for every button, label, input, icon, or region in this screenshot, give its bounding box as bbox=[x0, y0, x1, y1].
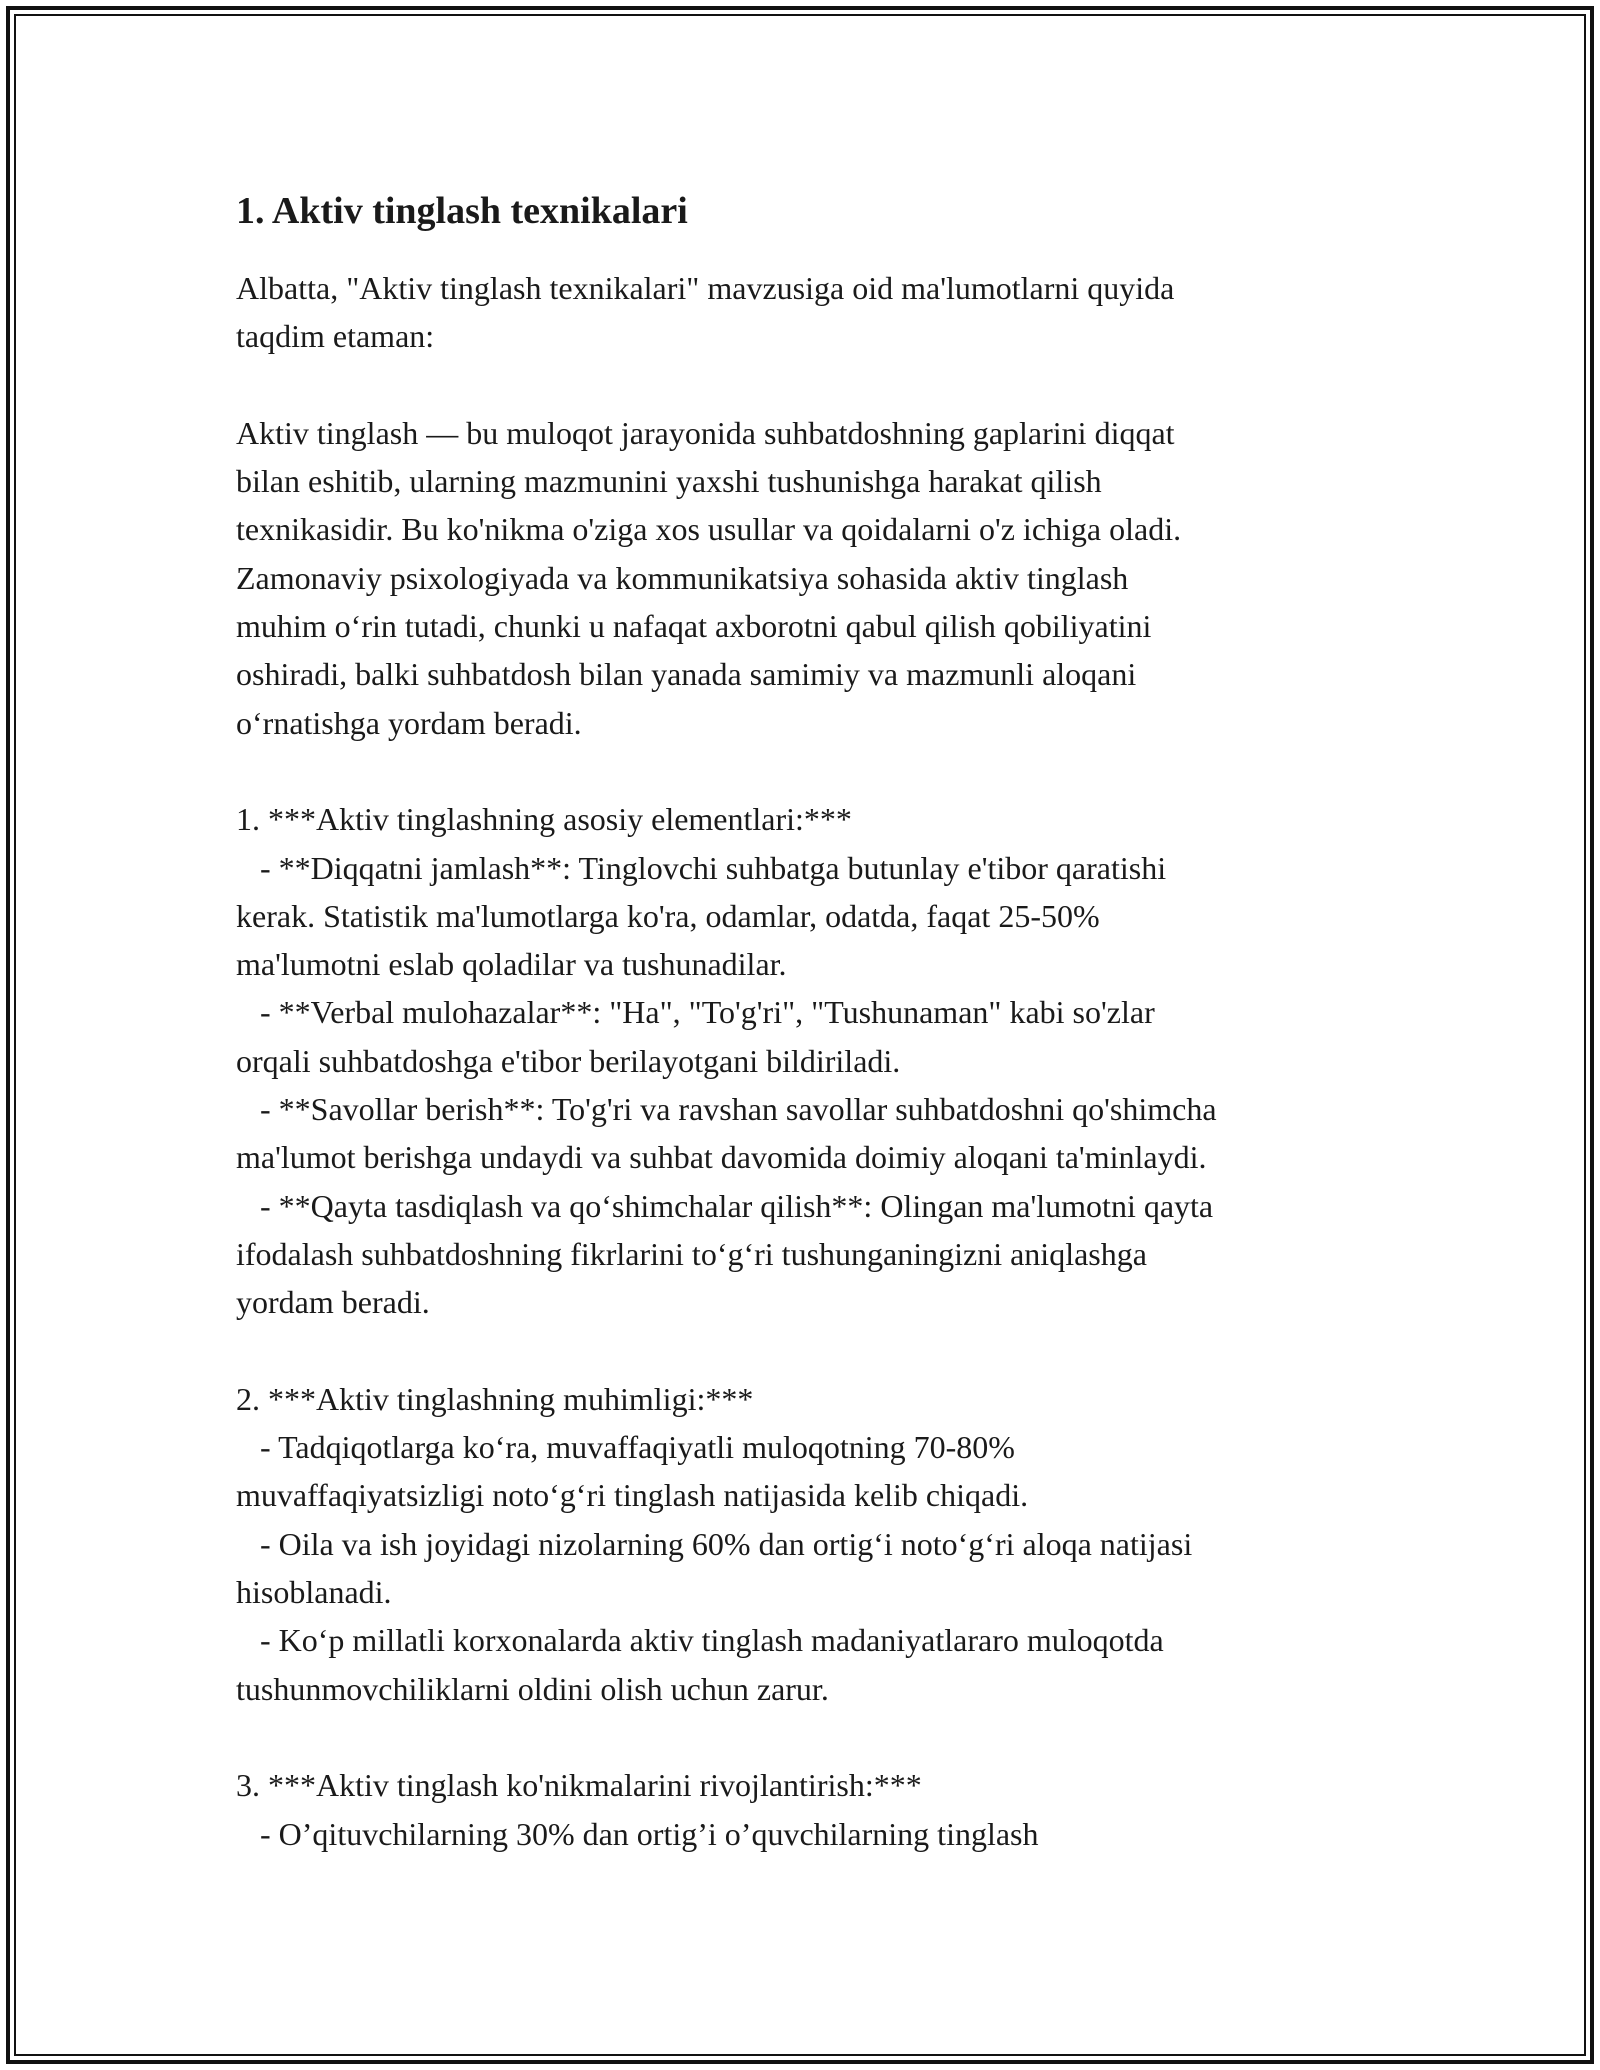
document-body: Albatta, "Aktiv tinglash texnikalari" mavzusiga oid ma'lumotlarni quyida taqdim etaman: Aktiv tinglash — bu muloqot jarayonida suhbatdoshning gaplarini diqqat bilan eshitib, ularning mazmunini yaxshi tushunishga harakat qilish texnikasidir. Bu ko'nikma o'ziga xos usullar va qoidalarni o'z ichiga oladi. Zamonaviy psixologiyada va kommunikatsiya sohasida aktiv tinglash muhim o‘rin tutadi, chunki u nafaqat axborotni qabul qilish qobiliyatini oshiradi, balki suhbatdosh bilan yanada samimiy va mazmunli aloqani o‘rnatishga yordam beradi. 1. ***Aktiv tinglashning asosiy elementlari:*** - **Diqqatni jamlash**: Tinglovchi suhbatga butunlay e'tibor qaratishi kerak. Statistik ma'lumotlarga ko'ra, odamlar, odatda, faqat 25-50% ma'lumotni eslab qoladilar va tushunadilar. - **Verbal mulohazalar**: "Ha", "To'g'ri", "Tushunaman" kabi so'zlar orqali suhbatdoshga e'tibor berilayotgani bildiriladi. - **Savollar berish**: To'g'ri va ravshan savollar suhbatdoshni qo'shimcha ma'lumot berishga undaydi va suhbat davomida doimiy aloqani ta'minlaydi. - **Qayta tasdiqlash va qo‘shimchalar qilish**: Olingan ma'lumotni qayta ifodalash suhbatdoshning fikrlarini to‘g‘ri tushunganingizni aniqlashga yordam beradi. 2. ***Aktiv tinglashning muhimligi:*** - Tadqiqotlarga ko‘ra, muvaffaqiyatli muloqotning 70-80% muvaffaqiyatsizligi noto‘g‘ri tinglash natijasida kelib chiqadi. - Oila va ish joyidagi nizolarning 60% dan ortig‘i noto‘g‘ri aloqa natijasi hisoblanadi. - Ko‘p millatli korxonalarda aktiv tinglash madaniyatlararo muloqotda tushunmovchiliklarni oldini olish uchun zarur. 3. ***Aktiv tinglash ko'nikmalarini rivojlantirish:*** - O’qituvchilarning 30% dan ortig’i o’quvchilarning tinglash bbox=[236, 270, 1217, 1852]
document-title: 1. Aktiv tinglash texnikalari bbox=[236, 190, 688, 232]
document-content bbox=[236, 186, 1416, 1858]
